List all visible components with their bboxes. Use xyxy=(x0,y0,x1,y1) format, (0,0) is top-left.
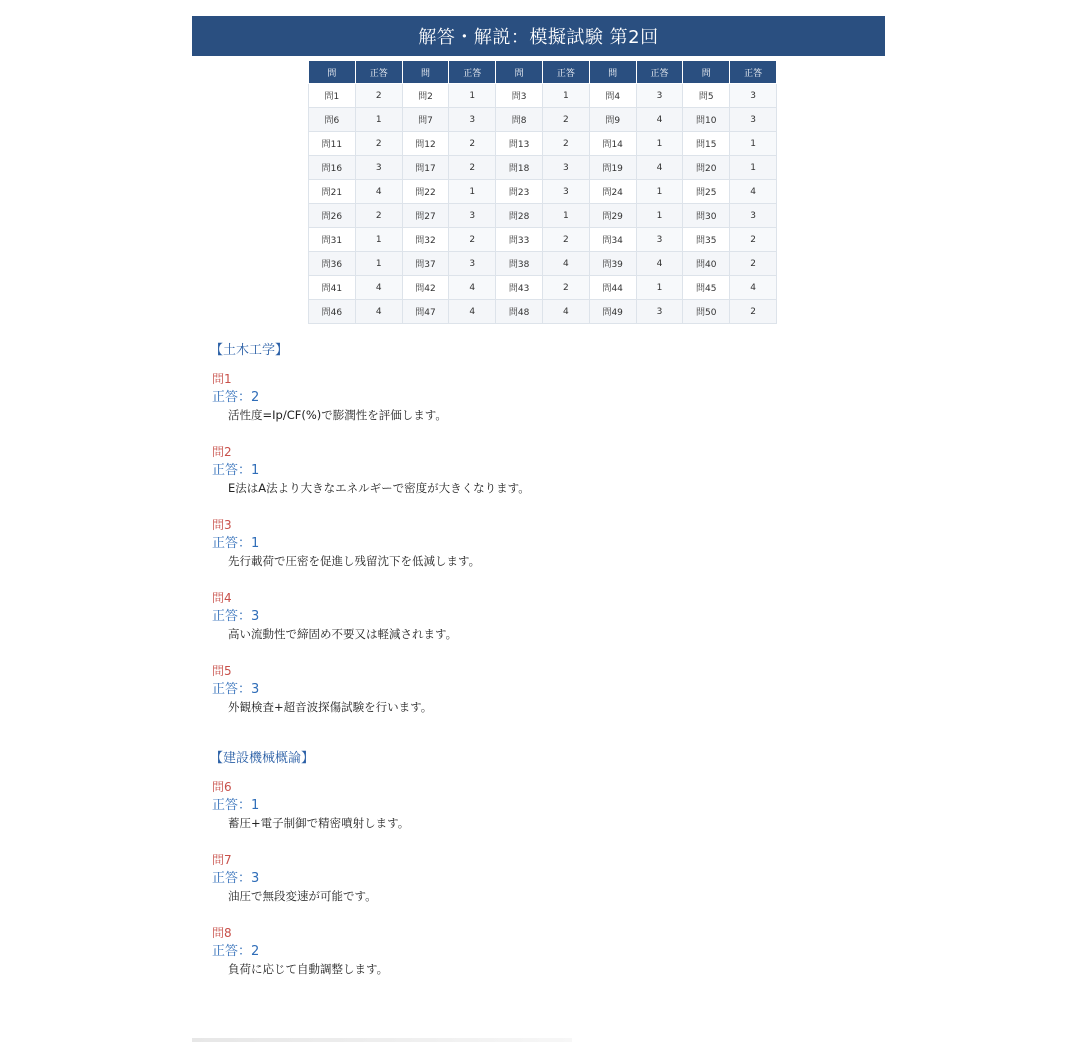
answer-cell: 3 xyxy=(636,84,683,108)
explanation-text: 負荷に応じて自動調整します。 xyxy=(228,962,389,976)
answer-cell: 2 xyxy=(730,300,777,324)
question-label: 問2 xyxy=(212,445,232,459)
explanation-item xyxy=(212,851,852,924)
answer-cell: 1 xyxy=(636,276,683,300)
question-label: 問4 xyxy=(212,591,232,605)
answer-cell: 1 xyxy=(542,204,589,228)
explanations xyxy=(212,342,852,997)
question-number-cell: 問5 xyxy=(683,84,730,108)
footer-faint-text xyxy=(192,1038,572,1042)
answer-cell: 2 xyxy=(355,204,402,228)
question-number-cell: 問25 xyxy=(683,180,730,204)
col-header-answer: 正答 xyxy=(449,61,496,84)
section-title: 【土木工学】 xyxy=(210,343,289,358)
table-row xyxy=(309,108,777,132)
explanation-section xyxy=(212,750,852,997)
question-number-cell: 問37 xyxy=(402,252,449,276)
explanation-item xyxy=(212,924,852,997)
explanation-item xyxy=(212,589,852,662)
question-number-cell: 問7 xyxy=(402,108,449,132)
correct-answer-label: 正答：1 xyxy=(212,536,260,551)
col-header-question: 問 xyxy=(309,61,356,84)
correct-answer-label: 正答：2 xyxy=(212,944,260,959)
question-number-cell: 問42 xyxy=(402,276,449,300)
question-number-cell: 問20 xyxy=(683,156,730,180)
answer-cell: 4 xyxy=(636,156,683,180)
answer-cell: 4 xyxy=(730,276,777,300)
question-number-cell: 問29 xyxy=(589,204,636,228)
question-number-cell: 問6 xyxy=(309,108,356,132)
explanation-text: E法はA法より大きなエネルギーで密度が大きくなります。 xyxy=(228,481,530,495)
question-label: 問3 xyxy=(212,518,232,532)
explanation-text: 活性度=Ip/CF(%)で膨潤性を評価します。 xyxy=(228,408,447,422)
answer-cell: 2 xyxy=(449,132,496,156)
question-number-cell: 問49 xyxy=(589,300,636,324)
explanation-item xyxy=(212,370,852,443)
correct-answer-label: 正答：3 xyxy=(212,871,260,886)
question-number-cell: 問45 xyxy=(683,276,730,300)
answer-cell: 1 xyxy=(636,204,683,228)
question-number-cell: 問44 xyxy=(589,276,636,300)
answer-cell: 3 xyxy=(636,228,683,252)
question-number-cell: 問50 xyxy=(683,300,730,324)
question-number-cell: 問8 xyxy=(496,108,543,132)
question-number-cell: 問17 xyxy=(402,156,449,180)
question-number-cell: 問19 xyxy=(589,156,636,180)
question-label: 問8 xyxy=(212,926,232,940)
correct-answer-label: 正答：2 xyxy=(212,390,260,405)
answer-cell: 1 xyxy=(636,180,683,204)
answer-cell: 1 xyxy=(730,132,777,156)
question-number-cell: 問23 xyxy=(496,180,543,204)
answer-cell: 4 xyxy=(730,180,777,204)
table-row xyxy=(309,276,777,300)
question-number-cell: 問33 xyxy=(496,228,543,252)
answer-cell: 2 xyxy=(449,228,496,252)
page-title-banner xyxy=(192,16,885,56)
question-number-cell: 問35 xyxy=(683,228,730,252)
col-header-answer: 正答 xyxy=(636,61,683,84)
answer-cell: 3 xyxy=(730,108,777,132)
answer-cell: 3 xyxy=(730,204,777,228)
col-header-question: 問 xyxy=(589,61,636,84)
section-title: 【建設機械概論】 xyxy=(210,751,315,766)
explanation-text: 高い流動性で締固め不要又は軽減されます。 xyxy=(228,627,458,641)
question-number-cell: 問48 xyxy=(496,300,543,324)
question-number-cell: 問21 xyxy=(309,180,356,204)
answer-cell: 4 xyxy=(355,180,402,204)
answer-cell: 1 xyxy=(542,84,589,108)
explanation-item xyxy=(212,516,852,589)
question-number-cell: 問16 xyxy=(309,156,356,180)
question-number-cell: 問43 xyxy=(496,276,543,300)
answer-cell: 2 xyxy=(355,132,402,156)
answer-cell: 4 xyxy=(449,276,496,300)
answer-cell: 3 xyxy=(355,156,402,180)
answer-cell: 1 xyxy=(730,156,777,180)
answer-cell: 3 xyxy=(542,180,589,204)
question-number-cell: 問30 xyxy=(683,204,730,228)
col-header-answer: 正答 xyxy=(730,61,777,84)
question-number-cell: 問18 xyxy=(496,156,543,180)
question-number-cell: 問32 xyxy=(402,228,449,252)
question-number-cell: 問46 xyxy=(309,300,356,324)
question-label: 問5 xyxy=(212,664,232,678)
answer-cell: 2 xyxy=(730,252,777,276)
question-number-cell: 問15 xyxy=(683,132,730,156)
question-number-cell: 問13 xyxy=(496,132,543,156)
answer-cell: 2 xyxy=(542,276,589,300)
explanation-section xyxy=(212,342,852,735)
correct-answer-label: 正答：1 xyxy=(212,463,260,478)
col-header-answer: 正答 xyxy=(355,61,402,84)
answer-cell: 1 xyxy=(449,84,496,108)
answer-cell: 4 xyxy=(542,300,589,324)
question-number-cell: 問39 xyxy=(589,252,636,276)
question-number-cell: 問2 xyxy=(402,84,449,108)
answer-cell: 2 xyxy=(542,132,589,156)
answer-cell: 2 xyxy=(542,228,589,252)
question-number-cell: 問4 xyxy=(589,84,636,108)
answer-table xyxy=(308,60,777,324)
question-number-cell: 問3 xyxy=(496,84,543,108)
answer-cell: 2 xyxy=(542,108,589,132)
table-row xyxy=(309,300,777,324)
question-number-cell: 問11 xyxy=(309,132,356,156)
explanation-text: 油圧で無段変速が可能です。 xyxy=(228,889,377,903)
answer-cell: 1 xyxy=(355,252,402,276)
question-number-cell: 問12 xyxy=(402,132,449,156)
table-row xyxy=(309,156,777,180)
answer-table-header xyxy=(309,61,777,84)
col-header-question: 問 xyxy=(683,61,730,84)
answer-cell: 4 xyxy=(449,300,496,324)
explanation-text: 蓄圧+電子制御で精密噴射します。 xyxy=(228,816,410,830)
question-label: 問7 xyxy=(212,853,232,867)
answer-cell: 4 xyxy=(542,252,589,276)
answer-cell: 1 xyxy=(355,228,402,252)
answer-cell: 1 xyxy=(636,132,683,156)
question-number-cell: 問27 xyxy=(402,204,449,228)
answer-cell: 4 xyxy=(355,300,402,324)
answer-cell: 3 xyxy=(542,156,589,180)
answer-cell: 3 xyxy=(730,84,777,108)
question-number-cell: 問38 xyxy=(496,252,543,276)
col-header-answer: 正答 xyxy=(542,61,589,84)
question-label: 問6 xyxy=(212,780,232,794)
answer-cell: 4 xyxy=(355,276,402,300)
explanation-item xyxy=(212,662,852,735)
table-row xyxy=(309,84,777,108)
table-row xyxy=(309,204,777,228)
question-number-cell: 問24 xyxy=(589,180,636,204)
page-title: 解答・解説：模擬試験 第2回 xyxy=(418,27,659,48)
question-number-cell: 問9 xyxy=(589,108,636,132)
question-number-cell: 問1 xyxy=(309,84,356,108)
answer-cell: 3 xyxy=(449,252,496,276)
question-number-cell: 問36 xyxy=(309,252,356,276)
answer-cell: 2 xyxy=(730,228,777,252)
table-row xyxy=(309,180,777,204)
question-number-cell: 問40 xyxy=(683,252,730,276)
question-number-cell: 問26 xyxy=(309,204,356,228)
table-row xyxy=(309,228,777,252)
question-number-cell: 問10 xyxy=(683,108,730,132)
question-number-cell: 問31 xyxy=(309,228,356,252)
col-header-question: 問 xyxy=(496,61,543,84)
col-header-question: 問 xyxy=(402,61,449,84)
answer-cell: 4 xyxy=(636,252,683,276)
explanation-item xyxy=(212,778,852,851)
explanation-item xyxy=(212,443,852,516)
question-number-cell: 問22 xyxy=(402,180,449,204)
correct-answer-label: 正答：3 xyxy=(212,609,260,624)
answer-cell: 1 xyxy=(449,180,496,204)
question-number-cell: 問28 xyxy=(496,204,543,228)
table-row xyxy=(309,252,777,276)
question-number-cell: 問34 xyxy=(589,228,636,252)
answer-cell: 3 xyxy=(449,204,496,228)
explanation-text: 外観検査+超音波探傷試験を行います。 xyxy=(228,700,433,714)
question-number-cell: 問47 xyxy=(402,300,449,324)
correct-answer-label: 正答：3 xyxy=(212,682,260,697)
answer-cell: 2 xyxy=(449,156,496,180)
question-number-cell: 問41 xyxy=(309,276,356,300)
answer-cell: 3 xyxy=(636,300,683,324)
answer-cell: 3 xyxy=(449,108,496,132)
explanation-text: 先行載荷で圧密を促進し残留沈下を低減します。 xyxy=(228,554,481,568)
answer-cell: 1 xyxy=(355,108,402,132)
answer-cell: 4 xyxy=(636,108,683,132)
question-label: 問1 xyxy=(212,372,232,386)
answer-cell: 2 xyxy=(355,84,402,108)
question-number-cell: 問14 xyxy=(589,132,636,156)
table-row xyxy=(309,132,777,156)
correct-answer-label: 正答：1 xyxy=(212,798,260,813)
